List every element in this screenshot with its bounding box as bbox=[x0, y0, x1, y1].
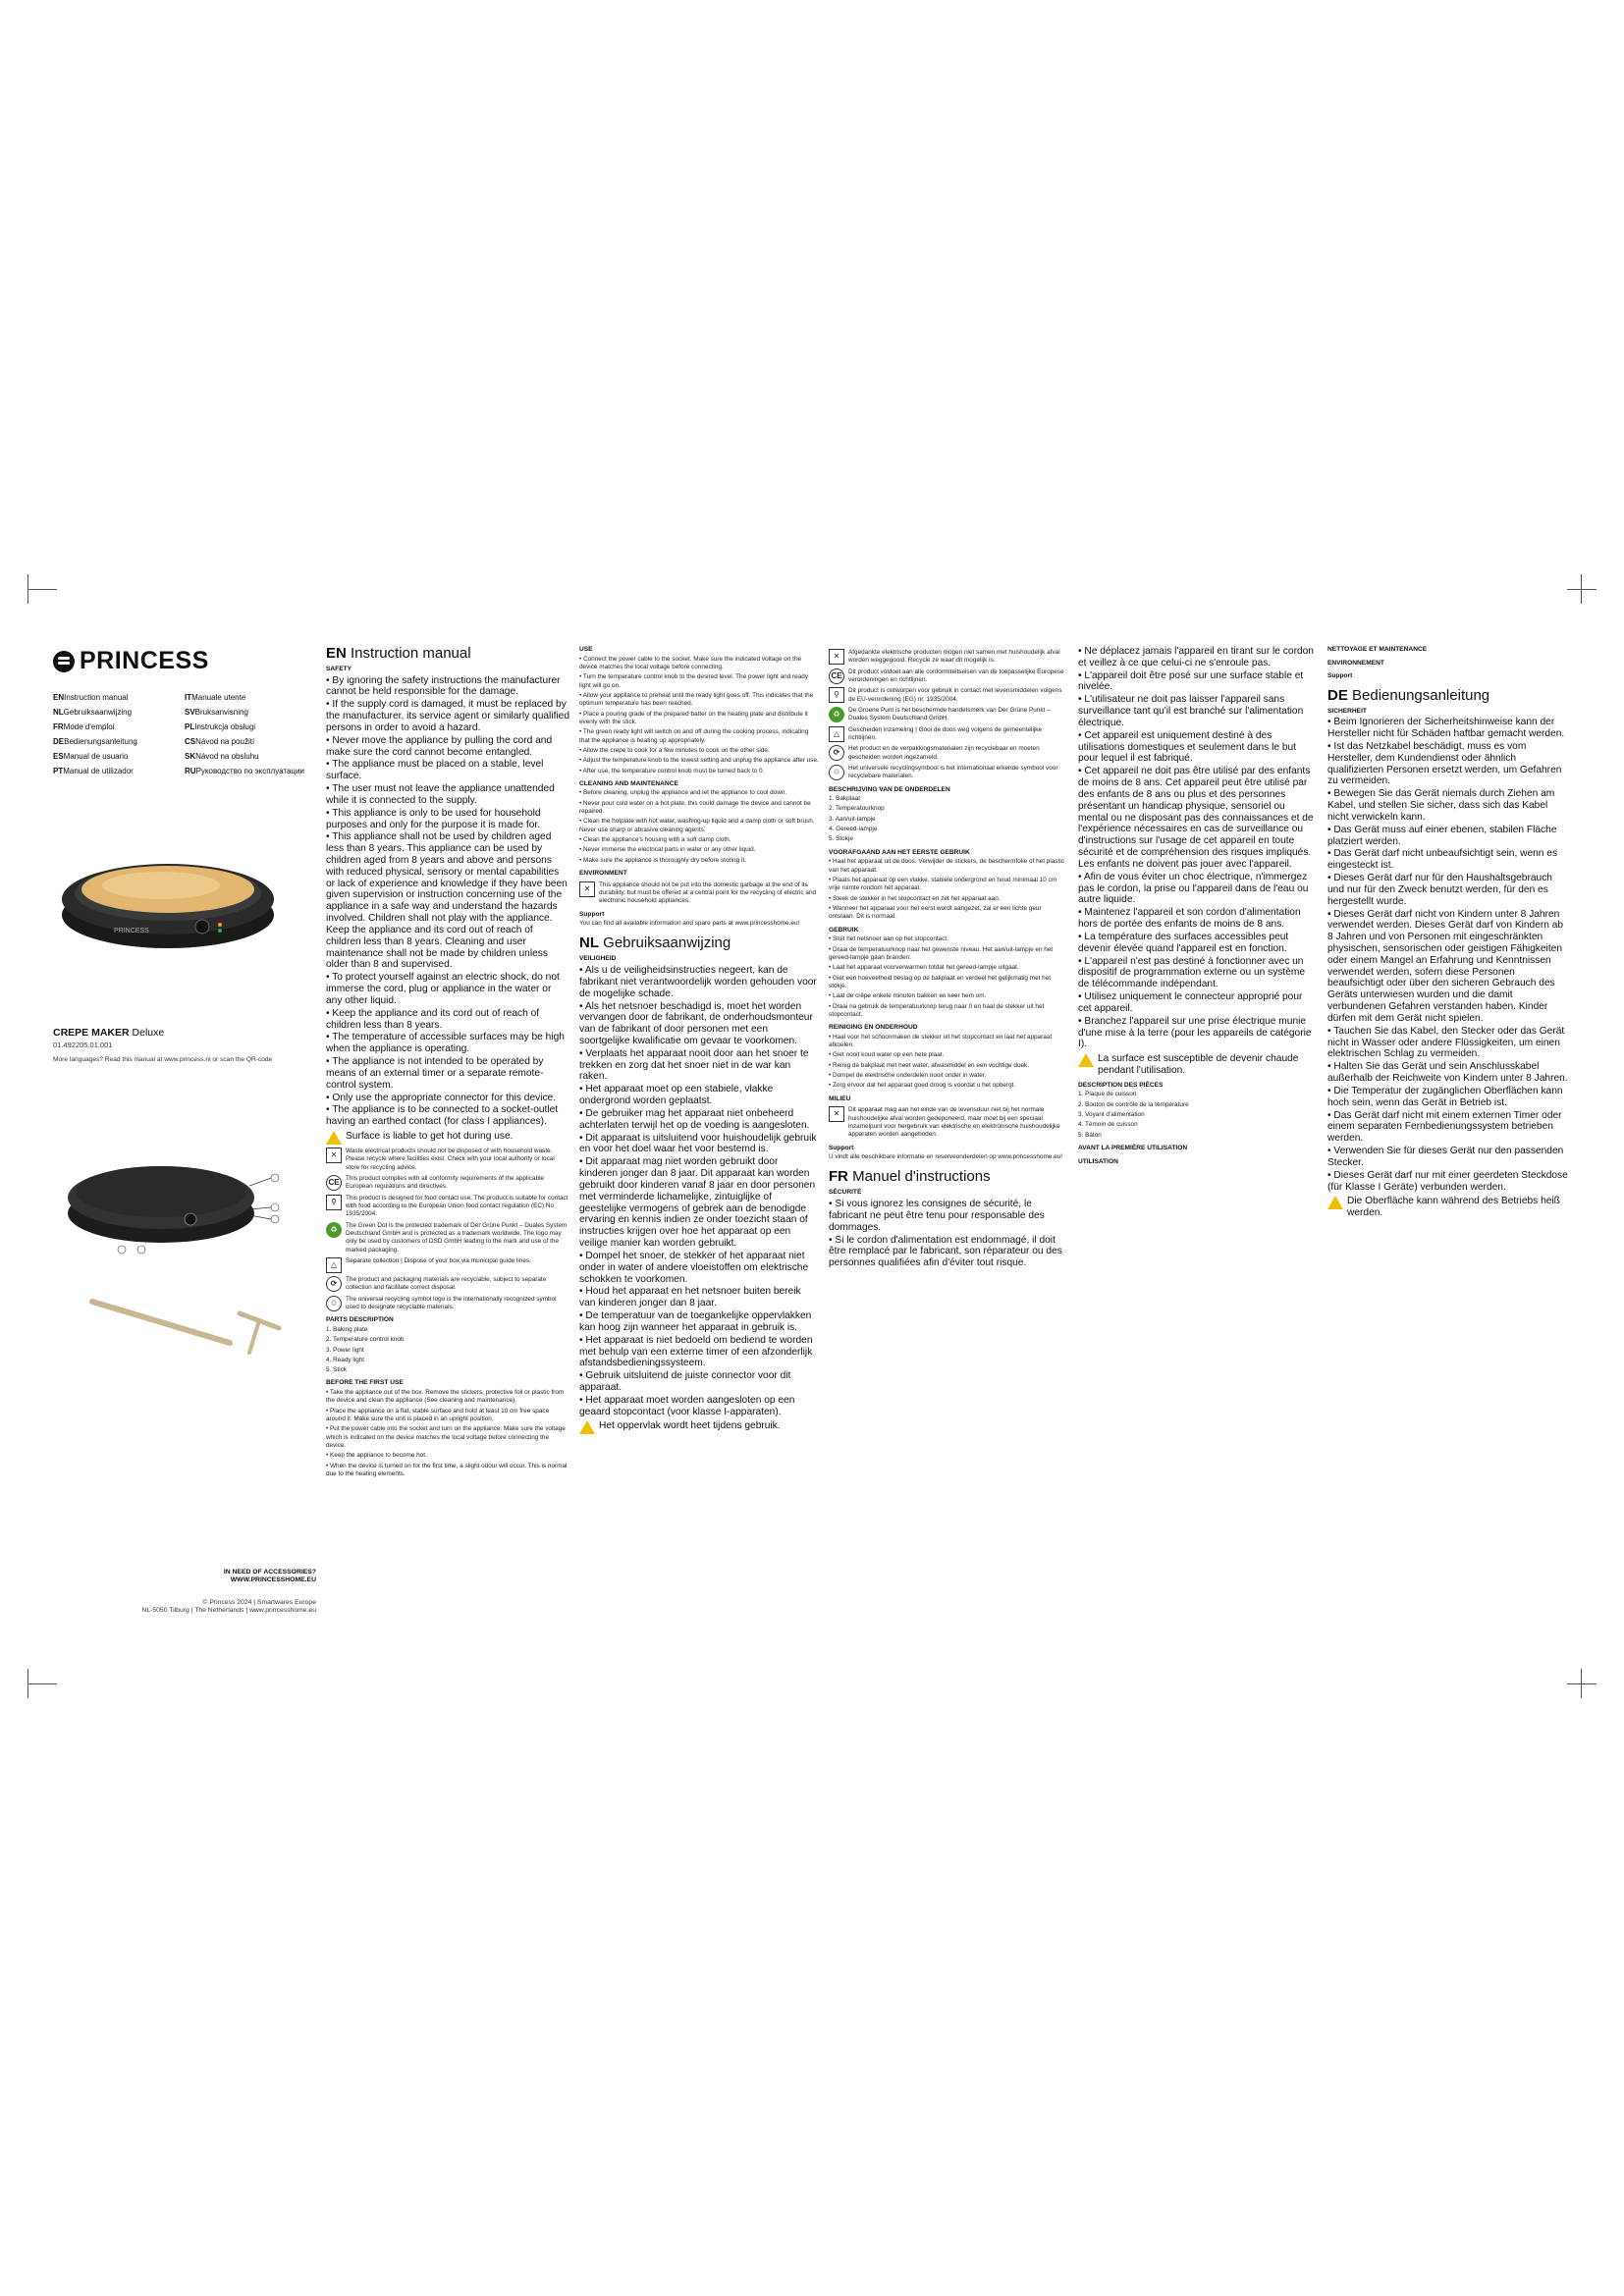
list-item: • Connect the power cable to the socket. Make sure the indicated voltage on the device matches the local voltage before connecting. bbox=[579, 656, 819, 672]
language-entry: SVBruksanvisning bbox=[185, 708, 248, 717]
ce-mark-icon: CE bbox=[326, 1175, 342, 1191]
list-item: • Haal voor het schoonmaken de stekker uit het stopcontact en laat het apparaat afkoelen. bbox=[829, 1034, 1068, 1050]
list-item: • Put the power cable into the socket and turn on the appliance. Make sure the voltage which is indicated on the device matches the local voltage before connecting the device. bbox=[326, 1425, 569, 1450]
symbol-row: ⟳ Het product en de verpakkingsmaterialen zijn recyclebaar en moeten gescheiden worden ingezameld. bbox=[829, 745, 1068, 762]
list-item: • Turn the temperature control knob to the desired level. The power light and ready light will go on. bbox=[579, 673, 819, 690]
fr-parts-list bbox=[1078, 1091, 1318, 1140]
part-item: 3. Voyant d'alimentation bbox=[1078, 1111, 1145, 1119]
list-item: • Dit apparaat is uitsluitend voor huishoudelijk gebruik en voor het doel waar het voor bestemd is. bbox=[579, 1133, 819, 1156]
nl-environment: ✕ Dit apparaat mag aan het einde van de levensduur niet bij het normale huishoudelijke afval worden gedeponeerd, maar moet bij een speciaal inzamelpunt voor hergebruik van elektrische en elektronische huishoudelijke apparaten worden aangeboden. bbox=[829, 1106, 1068, 1139]
fr-safety-heading: SÉCURITÉ bbox=[829, 1189, 862, 1197]
fr-environment-heading: ENVIRONNEMENT bbox=[1327, 659, 1384, 667]
fr-hot-surface-warning: La surface est susceptible de devenir chaude pendant l'utilisation. bbox=[1078, 1053, 1318, 1077]
language-list bbox=[53, 693, 316, 776]
warning-triangle-icon bbox=[326, 1131, 342, 1145]
part-item: 2. Temperatuurknop bbox=[829, 805, 885, 813]
symbol-row: ⟳ The product and packaging materials are recyclable, subject to separate collection and facilitate correct disposal. bbox=[326, 1276, 569, 1293]
en-safety-heading: SAFETY bbox=[326, 666, 352, 672]
separate-collection-icon: △ bbox=[326, 1257, 342, 1273]
fr-de-column bbox=[1327, 646, 1571, 1629]
copyright-text: © Princess 2024 | Smartwares Europe bbox=[202, 1598, 316, 1606]
part-item: 4. Ready light bbox=[326, 1356, 365, 1363]
list-item: • Zorg ervoor dat het apparaat goed droog is voordat u het opbergt. bbox=[829, 1082, 1068, 1090]
crepe-maker-parts-diagram bbox=[63, 1117, 289, 1255]
list-item: • Never pour cold water on a hot plate, this could damage the device and cannot be repaired. bbox=[579, 800, 819, 817]
part-item: 3. Power light bbox=[326, 1346, 364, 1354]
list-item: • Laat het apparaat voorverwarmen totdat het gereed-lampje uitgaat. bbox=[829, 964, 1068, 972]
crop-mark bbox=[1567, 589, 1597, 590]
fr-cleaning-heading: NETTOYAGE ET MAINTENANCE bbox=[1327, 646, 1428, 653]
list-item: • De gebruiker mag het apparaat niet onbeheerd achterlaten terwijl het op de voeding is aangesloten. bbox=[579, 1108, 819, 1132]
cover-column bbox=[53, 646, 316, 1629]
language-entry: CSNávod na použití bbox=[185, 737, 255, 746]
en-parts-list bbox=[326, 1326, 569, 1375]
list-item: • Keep the appliance to become hot. bbox=[326, 1452, 569, 1460]
separate-collection-icon: △ bbox=[829, 726, 844, 742]
green-dot-icon: ♻ bbox=[326, 1222, 342, 1238]
list-item: • Het apparaat moet worden aangesloten op een geaard stopcontact (voor klasse I-apparaten). bbox=[579, 1395, 819, 1418]
language-entry: NLGebruiksaanwijzing bbox=[53, 708, 133, 717]
en-before-list bbox=[326, 1389, 569, 1478]
nl-cleaning-list bbox=[829, 1034, 1068, 1091]
language-entry: ENInstruction manual bbox=[53, 693, 129, 702]
list-item: • This appliance shall not be used by children aged less than 8 years. This appliance can be used by children aged from 8 years and above and persons with reduced physical, sensory or mental capabilities or lack of experience and knowledge if they have been given supervision or instruction concerning use of the appliance in a safe way and understand the hazards involved. Children shall not play with the appliance. Keep the appliance and its cord out of reach of children less than 8 years. Cleaning and user maintenance shall not be made by children unless older than 8 and supervised. bbox=[326, 831, 569, 971]
princess-logo-icon bbox=[53, 651, 75, 672]
de-hot-surface-warning: Die Oberfläche kann während des Betriebs heiß werden. bbox=[1327, 1196, 1571, 1219]
fr-use-heading: UTILISATION bbox=[1078, 1157, 1118, 1165]
list-item: • La température des surfaces accessibles peut devenir élevée quand l'appareil est en fonction. bbox=[1078, 932, 1318, 955]
list-item: • Sluit het netsnoer aan op het stopcontact. bbox=[829, 935, 1068, 943]
list-item: • The appliance is not intended to be operated by means of an external timer or a separate remote-control system. bbox=[326, 1056, 569, 1091]
list-item: • Bewegen Sie das Gerät niemals durch Ziehen am Kabel, und stellen Sie sicher, dass sich das Kabel nicht verwickeln kann. bbox=[1327, 788, 1571, 823]
warning-triangle-icon bbox=[1078, 1053, 1094, 1067]
list-item: • By ignoring the safety instructions the manufacturer cannot be held responsible for the damage. bbox=[326, 675, 569, 699]
crop-mark bbox=[27, 1683, 57, 1684]
part-item: 1. Baking plate bbox=[326, 1325, 368, 1333]
weee-bin-icon: ✕ bbox=[326, 1148, 342, 1163]
list-item: • Verplaats het apparaat nooit door aan het snoer te trekken en zorg dat het snoer niet in de war kan raken. bbox=[579, 1048, 819, 1083]
language-entry: RUРуководство по эксплуатации bbox=[185, 767, 304, 775]
nl-safety-list bbox=[579, 965, 819, 1417]
list-item: • After use, the temperature control knob must be turned back to 0. bbox=[579, 768, 819, 775]
list-item: • De temperatuur van de toegankelijke oppervlakken kan hoog zijn wanneer het apparaat in gebruik is. bbox=[579, 1310, 819, 1334]
manual-sheet bbox=[53, 646, 1571, 1629]
symbol-row: △ Gescheiden inzameling | Gooi de doos weg volgens de gemeentelijke richtlijnen. bbox=[829, 726, 1068, 743]
en-cleaning-list bbox=[579, 789, 819, 865]
website-text: WWW.PRINCESSHOME.EU bbox=[230, 1576, 316, 1584]
list-item: • The appliance is to be connected to a socket-outlet having an earthed contact (for class I appliances). bbox=[326, 1104, 569, 1128]
food-safe-icon: ⚲ bbox=[829, 687, 844, 703]
list-item: • Wanneer het apparaat voor het eerst wordt aangezet, zal er een lichte geur ontstaan. Dit is normaal. bbox=[829, 905, 1068, 922]
list-item: • The temperature of accessible surfaces may be high when the appliance is operating. bbox=[326, 1032, 569, 1055]
nl-cleaning-heading: REINIGING EN ONDERHOUD bbox=[829, 1024, 918, 1032]
part-item: 5. Stokje bbox=[829, 835, 853, 843]
symbol-row: ♲ The universal recycling symbol logo is the internationally recognized symbol used to designate recyclable materials. bbox=[326, 1296, 569, 1312]
universal-recycling-icon: ♲ bbox=[829, 765, 844, 780]
list-item: • Dompel het snoer, de stekker of het apparaat niet onder in water of andere vloeistoffen om elektrische schokken te voorkomen. bbox=[579, 1251, 819, 1285]
warning-triangle-icon bbox=[1327, 1196, 1343, 1209]
nl-parts-heading: BESCHRIJVING VAN DE ONDERDELEN bbox=[829, 785, 950, 793]
list-item: • Dieses Gerät darf nur mit einer geerdeten Steckdose (für Klasse I Geräte) verbunden werden. bbox=[1327, 1170, 1571, 1194]
brand-name: PRINCESS bbox=[80, 647, 209, 674]
list-item: • Das Gerät muss auf einer ebenen, stabilen Fläche platziert werden. bbox=[1327, 825, 1571, 848]
part-item: 4. Témoin de cuisson bbox=[1078, 1121, 1138, 1129]
fr-parts-heading: DESCRIPTION DES PIÈCES bbox=[1078, 1081, 1164, 1089]
ce-mark-icon: CE bbox=[829, 668, 844, 684]
en-use-list bbox=[579, 656, 819, 775]
product-title: CREPE MAKER Deluxe bbox=[53, 1027, 165, 1039]
recycle-bin-icon: ✕ bbox=[829, 1106, 844, 1122]
nl-use-heading: GEBRUIK bbox=[829, 926, 859, 934]
nl-environment-heading: MILIEU bbox=[829, 1095, 851, 1102]
symbol-row: ♻ De Groene Punt is het beschermde handelsmerk van Der Grüne Punkt – Duales System Deutschland GmbH. bbox=[829, 707, 1068, 723]
nl-use-list bbox=[829, 935, 1068, 1019]
fr-safety-list-cont bbox=[1078, 646, 1318, 1050]
list-item: • Giet een hoeveelheid beslag op de bakplaat en verdeel het gelijkmatig met het stokje. bbox=[829, 975, 1068, 991]
list-item: • Take the appliance out of the box. Remove the stickers, protective foil or plastic from the device and clean the appliance (See cleaning and maintenance). bbox=[326, 1389, 569, 1406]
recycling-icon: ⟳ bbox=[326, 1276, 342, 1292]
list-item: • Verwenden Sie für dieses Gerät nur den passenden Stecker. bbox=[1327, 1146, 1571, 1169]
language-entry: PLInstrukcja obsługi bbox=[185, 722, 256, 731]
weee-bin-icon: ✕ bbox=[829, 649, 844, 665]
list-item: • Das Gerät darf nicht unbeaufsichtigt sein, wenn es eingesteckt ist. bbox=[1327, 848, 1571, 872]
en-parts-heading: PARTS DESCRIPTION bbox=[326, 1316, 394, 1324]
de-safety-list bbox=[1327, 717, 1571, 1193]
universal-recycling-icon: ♲ bbox=[326, 1296, 342, 1311]
en-symbols bbox=[326, 1148, 569, 1311]
list-item: • Halten Sie das Gerät und sein Anschlusskabel außerhalb der Reichweite von Kindern unter 8 Jahren. bbox=[1327, 1061, 1571, 1085]
list-item: • Cet appareil est uniquement destiné à des utilisations domestiques et seulement dans le but pour lequel il est fabriqué. bbox=[1078, 730, 1318, 765]
symbol-row: ♲ Het universele recyclingsymbool is het internationaal erkende symbool voor recyclebare materialen. bbox=[829, 765, 1068, 781]
list-item: • Draai de temperatuurknop naar het gewenste niveau. Het aan/uit-lampje en het gereed-lampje gaan branden. bbox=[829, 946, 1068, 963]
list-item: • Make sure the appliance is thoroughly dry before storing it. bbox=[579, 857, 819, 865]
fr-before-heading: AVANT LA PREMIÈRE UTILISATION bbox=[1078, 1145, 1188, 1152]
en-use-heading: USE bbox=[579, 646, 593, 653]
nl-before-heading: VOORAFGAAND AAN HET EERSTE GEBRUIK bbox=[829, 848, 970, 856]
list-item: • This appliance is only to be used for household purposes and only for the purpose it is made for. bbox=[326, 808, 569, 831]
list-item: • Beim Ignorieren der Sicherheitshinweise kann der Hersteller nicht für Schäden haftbar gemacht werden. bbox=[1327, 717, 1571, 740]
fr-column-2 bbox=[1078, 646, 1318, 1629]
list-item: • Laat de crêpe enkele minuten bakken en keer hem om. bbox=[829, 992, 1068, 1000]
list-item: • When the device is turned on for the first time, a slight odour will occur. This is normal due to the heating elements. bbox=[326, 1463, 569, 1479]
nl-support-text: U vindt alle beschikbare informatie en reserveonderdelen op www.princesshome.eu! bbox=[829, 1153, 1063, 1161]
symbol-row: ✕ Waste electrical products should not be disposed of with household waste. Please recycle where facilities exist. Check with your local authority or local store for recycling advice. bbox=[326, 1148, 569, 1172]
list-item: • Keep the appliance and its cord out of reach of children less than 8 years. bbox=[326, 1008, 569, 1032]
list-item: • Clean the appliance's housing with a soft damp cloth. bbox=[579, 836, 819, 844]
en-before-heading: BEFORE THE FIRST USE bbox=[326, 1379, 404, 1387]
nl-symbols bbox=[829, 649, 1068, 781]
part-item: 4. Gereed-lampje bbox=[829, 826, 878, 833]
symbol-row: ⚲ This product is designed for food contact use. The product is suitable for contact with food according to the European Union food contact regulation (EC) No 1935/2004. bbox=[326, 1195, 569, 1219]
list-item: • Branchez l'appareil sur une prise électrique munie d'une mise à la terre (pour les appareils de catégorie I). bbox=[1078, 1016, 1318, 1050]
list-item: • Never move the appliance by pulling the cord and make sure the cord cannot become entangled. bbox=[326, 735, 569, 759]
part-item: 5. Bâton bbox=[1078, 1131, 1102, 1139]
list-item: • L'utilisateur ne doit pas laisser l'appareil sans surveillance tant qu'il est branché sur l'alimentation électrique. bbox=[1078, 694, 1318, 728]
fr-heading: FR Manuel d'instructions bbox=[829, 1168, 991, 1186]
address-text: NL-5050 Tilburg | The Netherlands | www.princesshome.eu bbox=[141, 1607, 316, 1615]
symbol-row: CE Dit product voldoet aan alle conformiteitseisen van de toepasselijke Europese verordeningen en richtlijnen. bbox=[829, 668, 1068, 685]
language-entry: ESManual de usuario bbox=[53, 752, 129, 761]
language-entry: FRMode d'emploi bbox=[53, 722, 115, 731]
crepe-maker-image bbox=[55, 809, 281, 956]
language-entry: ITManuale utente bbox=[185, 693, 246, 702]
list-item: • L'appareil doit être posé sur une surface stable et nivelée. bbox=[1078, 670, 1318, 694]
part-item: 1. Bakplaat bbox=[829, 795, 860, 803]
list-item: • Das Gerät darf nicht mit einem externen Timer oder einem separaten Fernbedienungssystem betrieben werden. bbox=[1327, 1110, 1571, 1145]
part-item: 2. Bouton de contrôle de la température bbox=[1078, 1100, 1189, 1108]
fr-safety-list bbox=[829, 1199, 1068, 1269]
list-item: • Allow the crepe to cook for a few minutes to cook on the other side. bbox=[579, 747, 819, 755]
list-item: • Als u de veiligheidsinstructies negeert, kan de fabrikant niet verantwoordelijk worden gehouden voor de mogelijke schade. bbox=[579, 965, 819, 999]
list-item: • If the supply cord is damaged, it must be replaced by the manufacturer, its service agent or similarly qualified persons in order to avoid a hazard. bbox=[326, 699, 569, 733]
list-item: • Het apparaat is niet bedoeld om bediend te worden met behulp van een externe timer of een afzonderlijk afstandsbedieningssysteem. bbox=[579, 1335, 819, 1369]
list-item: • Dieses Gerät darf nicht von Kindern unter 8 Jahren verwendet werden. Dieses Gerät darf von Kindern ab 8 Jahren und von Personen mit eingeschränkten physischen, sensorischen oder geistigen Fähigkeiten oder einem Mangel an Erfahrung und Kenntnissen verwendet werden, sofern diese Personen beaufsichtigt oder über den sicheren Gebrauch des Geräts unterwiesen wurden und die damit verbundenen Gefahren verstanden haben. Kinder dürfen mit dem Gerät nicht spielen. bbox=[1327, 909, 1571, 1025]
symbol-row: ✕ Afgedankte elektrische producten mogen niet samen met huishoudelijk afval worden weggegooid. Recycle ze waar dit mogelijk is. bbox=[829, 649, 1068, 666]
list-item: • The appliance must be placed on a stable, level surface. bbox=[326, 759, 569, 782]
list-item: • Place a pouring grade of the prepared batter on the heating plate and distribute it evenly with the stick. bbox=[579, 711, 819, 727]
en-environment: ✕ This appliance should not be put into the domestic garbage at the end of its durability, but must be offered at a central point for the recycling of electric and electronic household appliances. bbox=[579, 881, 819, 906]
symbol-row: CE This product complies with all conformity requirements of the applicable European regulations and directives. bbox=[326, 1175, 569, 1192]
language-entry: SKNávod na obsluhu bbox=[185, 752, 259, 761]
accessories-text: IN NEED OF ACCESSORIES? bbox=[223, 1569, 316, 1575]
list-item: • Never immerse the electrical parts in water or any other liquid. bbox=[579, 846, 819, 854]
list-item: • Before cleaning, unplug the appliance and let the appliance to cool down. bbox=[579, 789, 819, 797]
list-item: • Clean the hotplate with hot water, washing-up liquid and a damp cloth or soft brush. Never use sharp or abrasive cleaning agents. bbox=[579, 818, 819, 834]
de-safety-heading: SICHERHEIT bbox=[1327, 707, 1367, 715]
en-heading: EN Instruction manual bbox=[326, 646, 471, 662]
list-item: • Ist das Netzkabel beschädigt, muss es vom Hersteller, dem Kundendienst oder ähnlich qualifizierten Personen ersetzt werden, um Gefahren zu vermeiden. bbox=[1327, 741, 1571, 787]
list-item: • The user must not leave the appliance unattended while it is connected to the supply. bbox=[326, 783, 569, 807]
de-heading: DE Bedienungsanleitung bbox=[1327, 686, 1490, 704]
list-item: • Als het netsnoer beschadigd is, moet het worden vervangen door de fabrikant, de onderhoudsmonteur van de fabrikant of door personen met een soortgelijke kwalificatie om gevaar te voorkomen. bbox=[579, 1001, 819, 1047]
list-item: • Draai na gebruik de temperatuurknop terug naar 0 en haal de stekker uit het stopcontact. bbox=[829, 1003, 1068, 1020]
list-item: • Utilisez uniquement le connecteur approprié pour cet appareil. bbox=[1078, 991, 1318, 1015]
list-item: • Steek de stekker in het stopcontact en zet het apparaat aan. bbox=[829, 895, 1068, 903]
product-model-number: 01.492205.01.001 bbox=[53, 1041, 113, 1049]
list-item: • Si vous ignorez les consignes de sécurité, le fabricant ne peut être tenu pour responsable des dommages. bbox=[829, 1199, 1068, 1233]
list-item: • Dieses Gerät darf nur für den Haushaltsgebrauch und nur für den Zweck benutzt werden, für den es hergestellt wurde. bbox=[1327, 873, 1571, 907]
symbol-row: △ Separate collection | Dispose of your box via municipal guide lines. bbox=[326, 1257, 569, 1273]
en-environment-heading: ENVIRONMENT bbox=[579, 870, 627, 878]
nl-heading: NL Gebruiksaanwijzing bbox=[579, 934, 731, 952]
list-item: • Tauchen Sie das Kabel, den Stecker oder das Gerät nicht in Wasser oder andere Flüssigkeiten, um einen elektrischen Schlag zu vermeiden. bbox=[1327, 1026, 1571, 1060]
list-item: • Afin de vous éviter un choc électrique, n'immergez pas le cordon, la prise ou l'appareil dans de l'eau ou autre liquide. bbox=[1078, 872, 1318, 906]
nl-support-heading: Support bbox=[829, 1144, 854, 1151]
list-item: • Giet nooit koud water op een hete plaat. bbox=[829, 1051, 1068, 1059]
list-item: • Plaats het apparaat op een vlakke, stabiele ondergrond en houd minimaal 10 cm vrije ruimte rondom het apparaat. bbox=[829, 877, 1068, 893]
list-item: • Maintenez l'appareil et son cordon d'alimentation hors de portée des enfants de moins de 8 ans. bbox=[1078, 907, 1318, 931]
language-entry: PTManual de utilizador bbox=[53, 767, 134, 775]
list-item: • Only use the appropriate connector for this device. bbox=[326, 1093, 569, 1104]
nl-before-list bbox=[829, 858, 1068, 921]
cover-note: More languages? Read this manual at www.princess.nl or scan the QR-code bbox=[53, 1056, 273, 1063]
language-entry: DEBedienungsanleitung bbox=[53, 737, 137, 746]
list-item: • Allow your appliance to preheat until the ready light goes off. This indicates that the optimum temperature has been reached. bbox=[579, 692, 819, 709]
spreader-stick-image bbox=[73, 1284, 289, 1362]
list-item: • Cet appareil ne doit pas être utilisé par des enfants de moins de 8 ans. Cet appareil peut être utilisé par des enfants de 8 ans ou plus et des personnes présentant un handicap physique, sensoriel ou mental ou ne disposant pas des connaissances et de l'expérience nécessaires en cas de surveillance ou d'instructions sur l'usage de cet appareil en toute sécurité et de compréhension des risques impliqués. Les enfants ne doivent pas jouer avec l'appareil. bbox=[1078, 766, 1318, 870]
en-nl-column bbox=[579, 646, 819, 1629]
en-support-text: You can find all available information and spare parts at www.princesshome.eu! bbox=[579, 920, 800, 928]
list-item: • To protect yourself against an electric shock, do not immerse the cord, plug or appliance in the water or any other liquid. bbox=[326, 972, 569, 1006]
nl-safety-heading: VEILIGHEID bbox=[579, 955, 617, 963]
food-safe-icon: ⚲ bbox=[326, 1195, 342, 1210]
symbol-row: ♻ The Green Dot is the protected trademark of Der Grüne Punkt – Duales System Deutschland GmbH and is protected as a trademark worldwide. The logo may only be used by customers of DSD GmbH leading to the mark and use of the marked packaging. bbox=[326, 1222, 569, 1255]
en-support-heading: Support bbox=[579, 910, 605, 918]
part-item: 1. Plaque de cuisson bbox=[1078, 1091, 1137, 1098]
svg-text:PRINCESS: PRINCESS bbox=[114, 928, 149, 934]
cover-footer bbox=[53, 1569, 316, 1616]
part-item: 2. Temperature control knob bbox=[326, 1336, 405, 1344]
list-item: • Gebruik uitsluitend de juiste connector voor dit apparaat. bbox=[579, 1370, 819, 1394]
warning-triangle-icon bbox=[579, 1420, 595, 1434]
en-safety-list bbox=[326, 675, 569, 1128]
fr-support-heading: Support bbox=[1327, 672, 1353, 680]
hot-surface-warning: Surface is liable to get hot during use. bbox=[326, 1131, 569, 1145]
part-item: 5. Stick bbox=[326, 1366, 347, 1374]
en-column-1 bbox=[326, 646, 569, 1629]
green-dot-icon: ♻ bbox=[829, 707, 844, 722]
list-item: • Die Temperatur der zugänglichen Oberflächen kann hoch sein, wenn das Gerät in Betrieb ist. bbox=[1327, 1086, 1571, 1109]
symbol-row: ⚲ Dit product is ontworpen voor gebruik in contact met levensmiddelen volgens de EU-verordening (EG) nr. 1935/2004. bbox=[829, 687, 1068, 704]
en-cleaning-heading: CLEANING AND MAINTENANCE bbox=[579, 779, 678, 787]
list-item: • L'appareil n'est pas destiné à fonctionner avec un dispositif de programmation externe ou un système de télécommande indépendant. bbox=[1078, 956, 1318, 990]
list-item: • Si le cordon d'alimentation est endommagé, il doit être remplacé par le fabricant, son réparateur ou des personnes qualifiées afin d'éviter tout risque. bbox=[829, 1235, 1068, 1269]
list-item: • Haal het apparaat uit de doos. Verwijder de stickers, de beschermfolie of het plastic van het apparaat. bbox=[829, 858, 1068, 875]
recycle-bin-icon: ✕ bbox=[579, 881, 595, 897]
list-item: • Houd het apparaat en het netsnoer buiten bereik van kinderen jonger dan 8 jaar. bbox=[579, 1286, 819, 1309]
crop-mark bbox=[27, 589, 57, 590]
list-item: • Adjust the temperature knob to the lowest setting and unplug the appliance after use. bbox=[579, 757, 819, 765]
list-item: • Het apparaat moet op een stabiele, vlakke ondergrond worden geplaatst. bbox=[579, 1084, 819, 1107]
list-item: • Ne déplacez jamais l'appareil en tirant sur le cordon et veillez à ce que celui-ci ne s'enroule pas. bbox=[1078, 646, 1318, 669]
list-item: • Reinig de bakplaat met heet water, afwasmiddel en een vochtige doek. bbox=[829, 1062, 1068, 1070]
nl-hot-surface-warning: Het oppervlak wordt heet tijdens gebruik. bbox=[579, 1420, 819, 1434]
list-item: • Place the appliance on a flat, stable surface and hold at least 10 cm free space around it. Make sure the unit is placed in an upright position. bbox=[326, 1408, 569, 1424]
nl-parts-list bbox=[829, 795, 1068, 844]
list-item: • The green ready light will switch on and off during the cooking process, indicating that the appliance is heating up appropriately. bbox=[579, 728, 819, 745]
part-item: 3. Aan/uit-lampje bbox=[829, 815, 876, 823]
list-item: • Dit apparaat mag niet worden gebruikt door kinderen jonger dan 8 jaar. Dit apparaat kan worden gebruikt door kinderen vanaf 8 jaar en door personen met verminderde lichamelijke, zintuiglijke of geestelijke vermogens of gebrek aan de benodigde ervaring en kennis indien ze onder toezicht staan of instructies krijgen over hoe het apparaat op een veilige manier kan worden gebruikt. bbox=[579, 1156, 819, 1250]
list-item: • Dompel de elektrische onderdelen nooit onder in water. bbox=[829, 1072, 1068, 1080]
nl-fr-column bbox=[829, 646, 1068, 1629]
recycling-icon: ⟳ bbox=[829, 745, 844, 761]
crop-mark bbox=[1567, 1683, 1597, 1684]
brand-logo bbox=[53, 646, 209, 676]
